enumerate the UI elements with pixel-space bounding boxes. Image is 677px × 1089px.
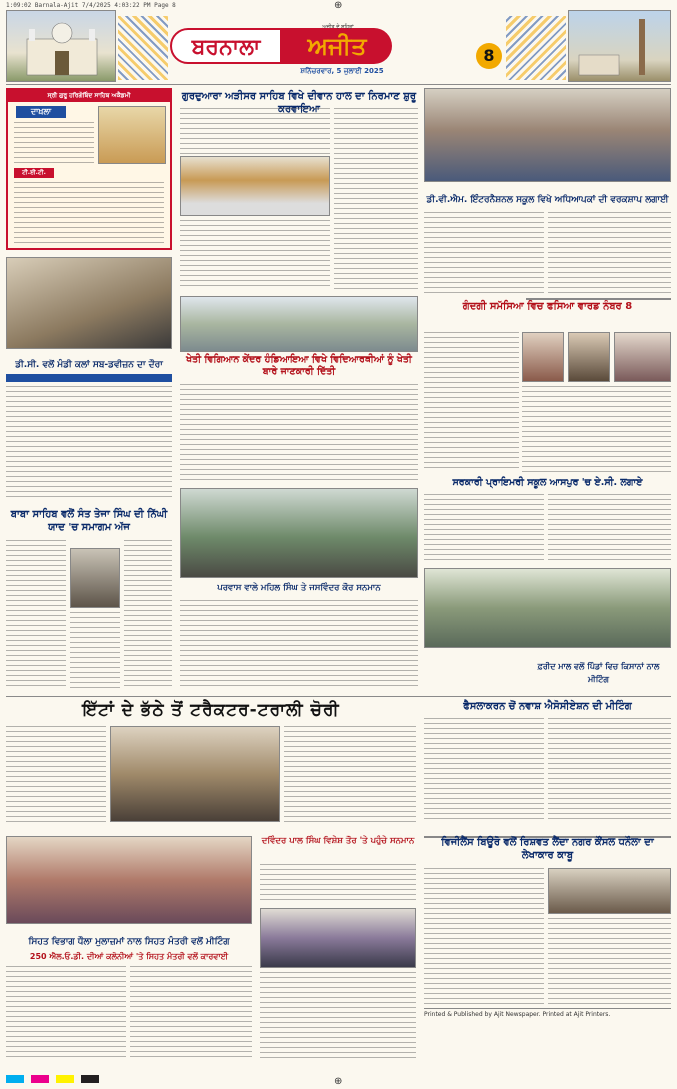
tower-illustration-icon bbox=[569, 11, 672, 83]
gurdwara-illustration-icon bbox=[7, 11, 117, 83]
ad-badge: ਟੀ.ਈ.ਟੀ. bbox=[14, 168, 54, 178]
davinder-story-text-b bbox=[260, 972, 416, 1060]
photo-brick-kiln-police bbox=[110, 726, 280, 822]
headline-sant-teja-singh: ਬਾਬਾ ਸਾਹਿਬ ਵਲੋਂ ਸੰਤ ਤੇਜਾ ਸਿੰਘ ਦੀ ਨਿੱਘੀ ਯਾਦ 'ਚ ਸਮਾਗਮ ਅੱਜ bbox=[10, 509, 168, 533]
header-divider bbox=[6, 84, 671, 85]
mid-divider bbox=[6, 696, 671, 697]
dvm-story-text-b bbox=[548, 212, 671, 296]
gurdwara-story-text-c bbox=[334, 108, 418, 290]
spacer bbox=[526, 298, 671, 300]
photo-dc-caption bbox=[6, 350, 172, 358]
photo-gurdwara-ceremony bbox=[180, 156, 330, 216]
headline-lod-colonies: 250 ਐਲ.ਓ.ਡੀ. ਦੀਆਂ ਕਲੋਨੀਆਂ 'ਤੇ ਸਿਹਤ ਮੰਤਰੀ ਵਲੋਂ ਕਾਰਵਾਈ bbox=[29, 952, 229, 961]
headline-health-dept: ਸਿਹਤ ਵਿਭਾਗ ਧੌਲਾ ਮੁਲਾਜ਼ਮਾਂ ਨਾਲ ਸਿਹਤ ਮੰਤਰੀ ਵਲੋਂ ਮੀਟਿੰਗ bbox=[28, 937, 230, 947]
kvk-story-text bbox=[180, 384, 418, 484]
mahal-singh-story-text bbox=[180, 600, 418, 690]
edition-tag: ਅਜੀਤ ਦੇ ਸ਼ਹਿਰਾਂ bbox=[322, 24, 354, 30]
headline-davinder-pal: ਦਵਿੰਦਰ ਪਾਲ ਸਿੰਘ ਵਿਸ਼ੇਸ਼ ਤੌਰ 'ਤੇ ਪਹੁੰਚੇ ਸਨਮਾਨ bbox=[261, 836, 415, 846]
headline-gurdwara-hall: ਗੁਰਦੁਆਰਾ ਅੜੀਸਰ ਸਾਹਿਬ ਵਿਖੇ ਦੀਵਾਨ ਹਾਲ ਦਾ ਨਿਰਮਾਣ ਸ਼ੁਰੂ ਕਰਵਾਇਆ bbox=[181, 91, 417, 115]
health-story-text-b bbox=[130, 966, 252, 1060]
photo-sant-portrait bbox=[70, 548, 120, 608]
dc-story-text bbox=[6, 386, 172, 500]
registration-mark-bottom-icon: ⊕ bbox=[334, 1076, 343, 1087]
masthead-city: ਬਰਨਾਲਾ bbox=[170, 28, 282, 64]
ad-title: ਸ੍ਰੀ ਗੁਰੂ ਹਰਿਗੋਬਿੰਦ ਸਾਹਿਬ ਅਕੈਡਮੀ bbox=[8, 90, 170, 102]
ad-text bbox=[14, 122, 94, 164]
masthead bbox=[170, 24, 420, 70]
sant-story-text-c bbox=[70, 612, 120, 690]
sant-story-text-b bbox=[124, 540, 172, 690]
school-ad bbox=[6, 88, 172, 250]
ad-subtitle: ਦਾਖ਼ਲਾ bbox=[16, 106, 66, 118]
school-ac-text-b bbox=[548, 494, 671, 564]
vigilance-text-b bbox=[548, 918, 671, 1004]
black-swatch-icon bbox=[81, 1075, 99, 1083]
print-slug: 1:09:02 Barnala-Ajit 7/4/2025 4:03:22 PM Page 8 bbox=[6, 2, 176, 9]
sant-story-text-a bbox=[6, 540, 66, 690]
gurdwara-story-text-a bbox=[180, 108, 330, 154]
gurdwara-story-text-b bbox=[180, 220, 330, 290]
theft-story-text-b bbox=[284, 726, 416, 822]
headline-association-meeting: ਫੈਸਲਾਕਰਨ ਚੋਂ ਨਵਾਸ਼ ਐਸੋਸੀਏਸ਼ਨ ਦੀ ਮੀਟਿੰਗ bbox=[463, 701, 632, 712]
ward-story-text bbox=[424, 332, 519, 472]
dvm-story-text-a bbox=[424, 212, 544, 296]
photo-dvm-workshop-group bbox=[424, 88, 671, 182]
imprint: Printed & Published by Ajit Newspaper. Printed at Ajit Printers. bbox=[424, 1008, 671, 1060]
theft-story-text-a bbox=[6, 726, 106, 822]
headline-mahal-singh: ਪਰਵਾਸ ਵਾਲੇ ਮਹਿਲ ਸਿੰਘ ਤੇ ਜਸਵਿੰਦਰ ਕੌਰ ਸਨਮਾਨ bbox=[217, 583, 381, 593]
association-text-a bbox=[424, 718, 544, 822]
school-ac-text-a bbox=[424, 494, 544, 564]
header-pattern-right bbox=[506, 16, 566, 80]
headline-kvk: ਖੇਤੀ ਵਿਗਿਆਨ ਕੇਂਦਰ ਹੰਡਿਆਇਆ ਵਿਖੇ ਵਿਦਿਆਰਥੀਆਂ ਨੂੰ ਖੇਤੀ ਬਾਰੇ ਜਾਣਕਾਰੀ ਦਿੱਤੀ bbox=[186, 354, 412, 377]
photo-school-ac-group bbox=[424, 568, 671, 648]
headline-ward-garbage: ਗੰਦਗੀ ਸਮੱਸਿਆ ਵਿਚ ਫਸਿਆ ਵਾਰਡ ਨੰਬਰ 8 bbox=[462, 301, 633, 312]
registration-mark-icon: ⊕ bbox=[334, 0, 343, 11]
photo-health-caption bbox=[6, 926, 252, 934]
headline-tractor-theft: ਇੱਟਾਂ ਦੇ ਭੱਠੇ ਤੋਂ ਟਰੈਕਟਰ-ਟਰਾਲੀ ਚੋਰੀ bbox=[82, 700, 340, 720]
photo-health-staff bbox=[6, 836, 252, 924]
headline-dvm-workshop: ਡੀ.ਵੀ.ਐਮ. ਇੰਟਰਨੈਸ਼ਨਲ ਸਕੂਲ ਵਿਖੇ ਅਧਿਆਪਕਾਂ ਦੀ ਵਰਕਸ਼ਾਪ ਲਗਾਈ bbox=[426, 195, 669, 205]
issue-date: ਸ਼ਨਿੱਚਰਵਾਰ, 5 ਜੁਲਾਈ 2025 bbox=[300, 67, 384, 75]
yellow-swatch-icon bbox=[56, 1075, 74, 1083]
health-story-text-a bbox=[6, 966, 126, 1060]
magenta-swatch-icon bbox=[31, 1075, 49, 1083]
page-number: 8 bbox=[476, 43, 502, 69]
photo-award bbox=[260, 908, 416, 968]
photo-vigilance-arrest bbox=[548, 868, 671, 914]
ad-details bbox=[14, 182, 164, 244]
photo-school-caption bbox=[424, 650, 671, 658]
headline-dc-visit: ਡੀ.ਸੀ. ਵਲੋਂ ਮੰਡੀ ਕਲਾਂ ਸਬ-ਡਵੀਜ਼ਨ ਦਾ ਦੌਰਾ bbox=[15, 360, 163, 370]
photo-person-2 bbox=[568, 332, 610, 382]
header-pattern-left bbox=[118, 16, 168, 80]
ward-story-text-b bbox=[522, 386, 671, 472]
photo-kvk-group bbox=[180, 488, 418, 578]
photo-person-1 bbox=[522, 332, 564, 382]
photo-dvm-caption bbox=[424, 184, 671, 192]
photo-kvk-students bbox=[180, 296, 418, 352]
headline-farid-mall: ਫ਼ਰੀਦ ਮਾਲ ਵਲੋਂ ਪਿੰਡਾਂ ਵਿਚ ਕਿਸਾਨਾਂ ਨਾਲ ਮੀਟਿੰਗ bbox=[537, 662, 660, 684]
photo-kiln-caption bbox=[6, 824, 276, 832]
ad-photo bbox=[98, 106, 166, 164]
davinder-story-text bbox=[260, 864, 416, 904]
association-text-b bbox=[548, 718, 671, 822]
header-photo-right bbox=[568, 10, 671, 82]
photo-person-3 bbox=[614, 332, 671, 382]
photo-frame-c1 bbox=[6, 257, 172, 349]
header-photo-left bbox=[6, 10, 116, 82]
dc-strap bbox=[6, 374, 172, 382]
headline-vigilance: ਵਿਜੀਲੈਂਸ ਬਿਊਰੋ ਵਲੋਂ ਰਿਸ਼ਵਤ ਲੈਂਦਾ ਨਗਰ ਕੌਂਸਲ ਧਨੌਲਾ ਦਾ ਲੇਖਾਕਾਰ ਕਾਬੂ bbox=[441, 837, 654, 861]
masthead-brand: ਅਜੀਤ bbox=[282, 28, 392, 64]
cyan-swatch-icon bbox=[6, 1075, 24, 1083]
vigilance-text-a bbox=[424, 868, 544, 1004]
headline-school-ac: ਸਰਕਾਰੀ ਪ੍ਰਾਇਮਰੀ ਸਕੂਲ ਆਸਪੁਰ 'ਚ ਏ.ਸੀ. ਲਗਾਏ bbox=[452, 477, 643, 488]
